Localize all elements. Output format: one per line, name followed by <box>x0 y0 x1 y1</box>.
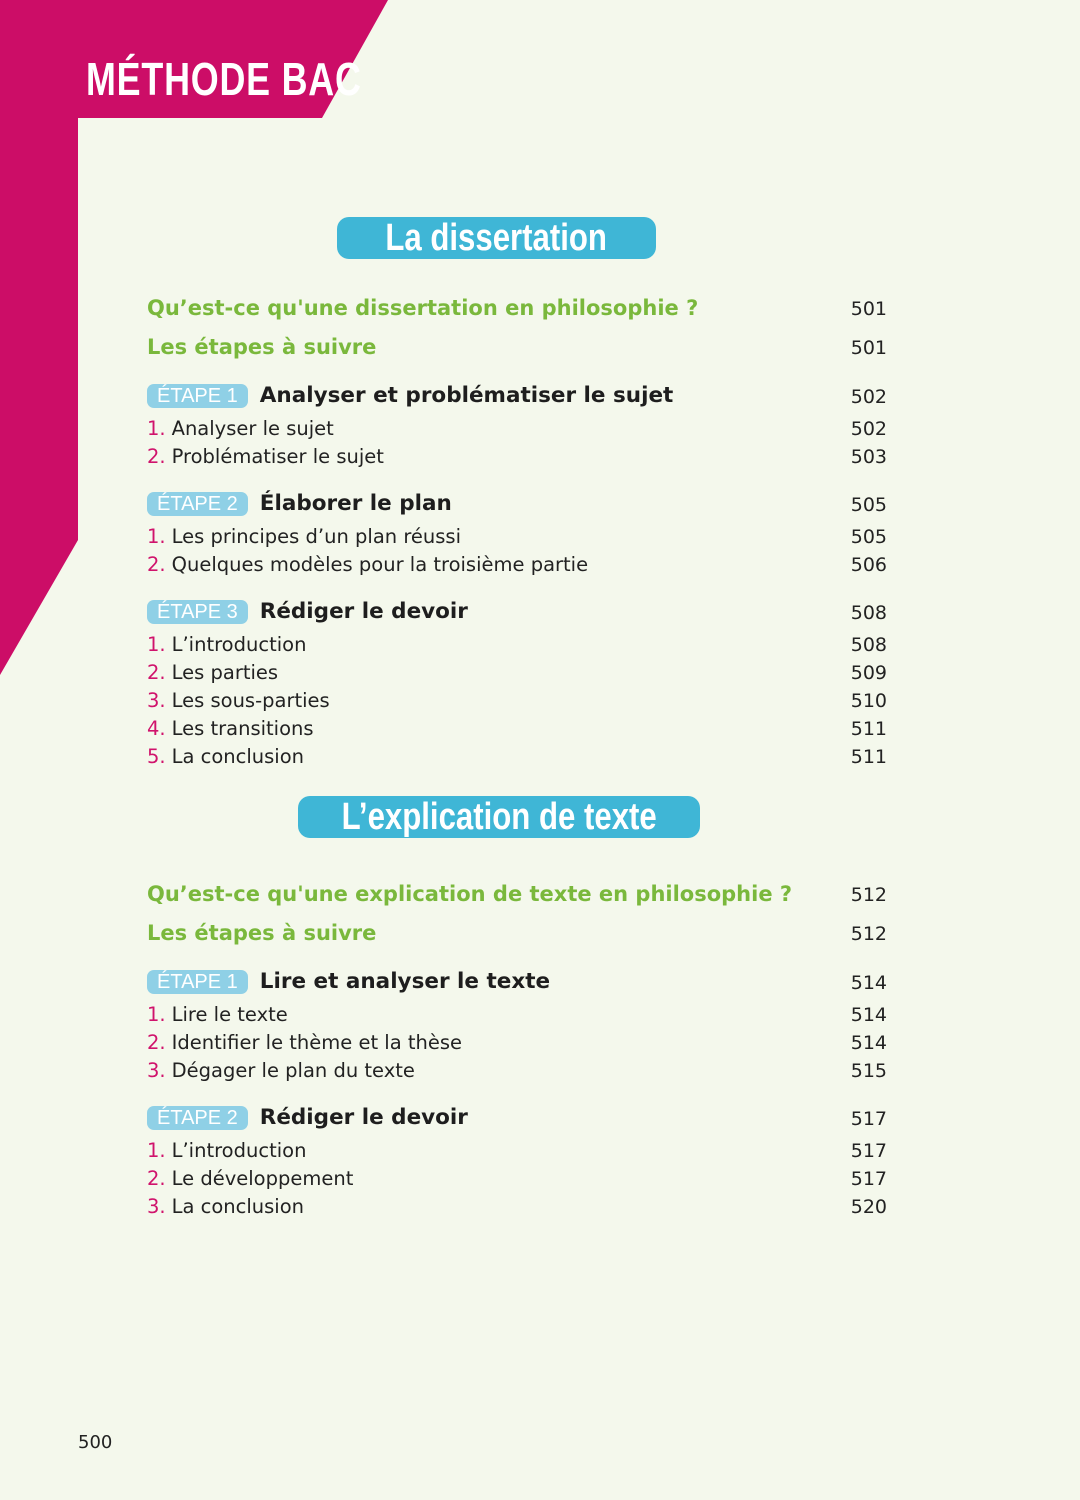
item-label: La conclusion <box>171 1195 304 1218</box>
toc-item-row[interactable] <box>147 998 887 1028</box>
page-number: 506 <box>850 554 887 576</box>
page-number: 517 <box>850 1168 887 1190</box>
item-number: 2. <box>147 553 166 576</box>
toc-item-row[interactable] <box>147 684 887 714</box>
page-number: 517 <box>850 1140 887 1162</box>
item-label: Les transitions <box>171 717 314 740</box>
page-number: 511 <box>850 718 887 740</box>
toc-item-row[interactable] <box>147 440 887 470</box>
step-badge: ÉTAPE 2 <box>147 492 248 516</box>
toc-item-row[interactable] <box>147 1190 887 1220</box>
toc-intro-label: Les étapes à suivre <box>147 335 377 359</box>
item-label: Analyser le sujet <box>171 417 334 440</box>
folio-page-number: 500 <box>78 1432 113 1453</box>
page-number: 512 <box>850 884 887 906</box>
toc-intro-label: Qu’est-ce qu'une explication de texte en philosophie ? <box>147 882 793 906</box>
item-number: 2. <box>147 1031 166 1054</box>
page-number: 515 <box>850 1060 887 1082</box>
page-number: 520 <box>850 1196 887 1218</box>
page-number: 517 <box>850 1108 887 1130</box>
toc-item-row[interactable] <box>147 1134 887 1164</box>
step-badge: ÉTAPE 2 <box>147 1106 248 1130</box>
page-number: 501 <box>850 337 887 359</box>
item-label: Identifier le thème et la thèse <box>171 1031 463 1054</box>
item-label: Problématiser le sujet <box>171 445 384 468</box>
step-badge: ÉTAPE 1 <box>147 384 248 408</box>
toc-intro-row[interactable] <box>147 292 887 322</box>
toc-item-row[interactable] <box>147 740 887 770</box>
step-badge: ÉTAPE 1 <box>147 970 248 994</box>
step-title: Lire et analyser le texte <box>259 969 551 994</box>
item-number: 1. <box>147 633 166 656</box>
item-number: 3. <box>147 1059 166 1082</box>
step-title: Analyser et problématiser le sujet <box>259 383 674 408</box>
toc-item-row[interactable] <box>147 412 887 442</box>
item-number: 1. <box>147 1003 166 1026</box>
page-number: 514 <box>850 1004 887 1026</box>
item-number: 3. <box>147 689 166 712</box>
item-number: 1. <box>147 417 166 440</box>
section-title-pill <box>337 217 656 259</box>
section-title: La dissertation <box>385 216 608 259</box>
item-label: Le développement <box>171 1167 354 1190</box>
section-title-pill <box>298 796 700 838</box>
page-number: 511 <box>850 746 887 768</box>
page-number: 514 <box>850 1032 887 1054</box>
page-number: 512 <box>850 923 887 945</box>
item-label: L’introduction <box>171 633 307 656</box>
item-label: L’introduction <box>171 1139 307 1162</box>
toc-item-row[interactable] <box>147 1054 887 1084</box>
page-number: 505 <box>850 494 887 516</box>
page-number: 502 <box>850 386 887 408</box>
item-label: Dégager le plan du texte <box>171 1059 415 1082</box>
page-number: 501 <box>850 298 887 320</box>
item-number: 3. <box>147 1195 166 1218</box>
step-title: Rédiger le devoir <box>259 1105 468 1130</box>
toc-step-row[interactable] <box>147 596 887 626</box>
item-label: Quelques modèles pour la troisième partie <box>171 553 589 576</box>
page-number: 508 <box>850 634 887 656</box>
header-title: MÉTHODE BAC <box>86 53 362 105</box>
toc-intro-row[interactable] <box>147 331 887 361</box>
item-number: 2. <box>147 1167 166 1190</box>
page-number: 514 <box>850 972 887 994</box>
toc-intro-label: Qu’est-ce qu'une dissertation en philosophie ? <box>147 296 699 320</box>
page-number: 503 <box>850 446 887 468</box>
page-number: 508 <box>850 602 887 624</box>
page-number: 502 <box>850 418 887 440</box>
item-label: La conclusion <box>171 745 304 768</box>
step-title: Rédiger le devoir <box>259 599 468 624</box>
toc-step-row[interactable] <box>147 1102 887 1132</box>
page-number: 510 <box>850 690 887 712</box>
step-badge: ÉTAPE 3 <box>147 600 248 624</box>
section-title: L’explication de texte <box>341 795 657 838</box>
toc-step-row[interactable] <box>147 380 887 410</box>
item-label: Les sous-parties <box>171 689 330 712</box>
item-number: 1. <box>147 525 166 548</box>
toc-item-row[interactable] <box>147 712 887 742</box>
item-number: 2. <box>147 661 166 684</box>
page-number: 505 <box>850 526 887 548</box>
item-number: 2. <box>147 445 166 468</box>
toc-item-row[interactable] <box>147 628 887 658</box>
item-number: 4. <box>147 717 166 740</box>
toc-step-row[interactable] <box>147 488 887 518</box>
toc-item-row[interactable] <box>147 1026 887 1056</box>
item-label: Les principes d’un plan réussi <box>171 525 462 548</box>
toc-step-row[interactable] <box>147 966 887 996</box>
toc-item-row[interactable] <box>147 656 887 686</box>
step-title: Élaborer le plan <box>259 491 452 516</box>
item-number: 5. <box>147 745 166 768</box>
page-number: 509 <box>850 662 887 684</box>
toc-intro-row[interactable] <box>147 878 887 908</box>
toc-intro-row[interactable] <box>147 917 887 947</box>
toc-item-row[interactable] <box>147 520 887 550</box>
item-label: Les parties <box>171 661 279 684</box>
toc-item-row[interactable] <box>147 548 887 578</box>
item-number: 1. <box>147 1139 166 1162</box>
toc-item-row[interactable] <box>147 1162 887 1192</box>
toc-intro-label: Les étapes à suivre <box>147 921 377 945</box>
item-label: Lire le texte <box>171 1003 288 1026</box>
